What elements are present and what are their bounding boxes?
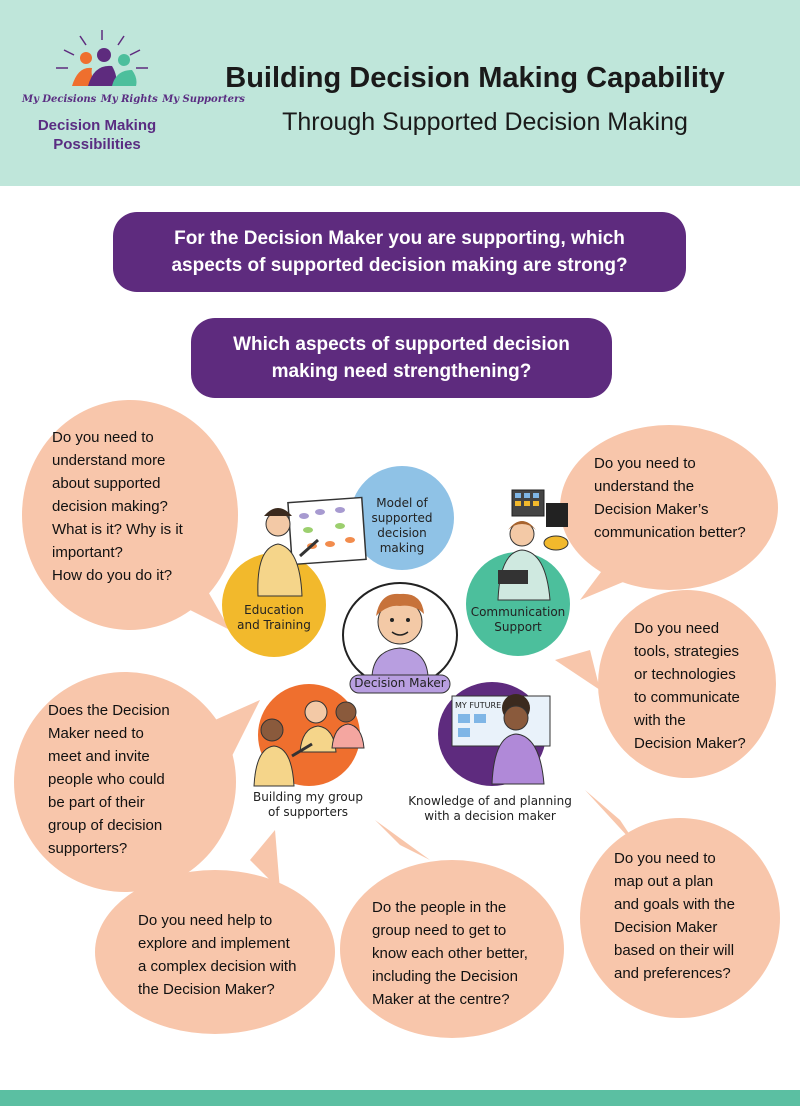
banner-strong-line2: aspects of supported decision making are strong? xyxy=(171,255,628,276)
bubble-line: know each other better, xyxy=(372,945,528,962)
bubble-line: Maker at the centre? xyxy=(372,991,510,1008)
bubble-line: Do you need xyxy=(634,620,720,637)
board-label: MY FUTURE xyxy=(455,701,502,710)
logo-tag-supporters: My Supporters xyxy=(162,94,245,105)
group-supporters-icon xyxy=(254,701,364,786)
logo-name-line2: Possibilities xyxy=(53,136,141,153)
decision-maker-face-icon xyxy=(372,594,428,676)
bubble-line: How do you do it? xyxy=(52,567,173,584)
bubble-line: understand the xyxy=(594,478,695,495)
communication-label-line: Communication xyxy=(470,605,566,619)
bubble-line: supporters? xyxy=(48,840,128,857)
bubble-line: Do you need to xyxy=(52,429,154,446)
bubble-line: understand more xyxy=(52,452,166,469)
model-label-line: making xyxy=(379,541,425,555)
logo-tag-rights: My Rights xyxy=(100,94,158,105)
bubble-line: Maker need to xyxy=(48,725,144,742)
bubble-line: Do you need to xyxy=(614,850,716,867)
model-label-line: supported xyxy=(371,511,433,525)
bubble-line: a complex decision with xyxy=(138,958,297,975)
bubble-line: Does the Decision xyxy=(48,702,170,719)
bubble-line: important? xyxy=(52,544,123,561)
bubble-line: decision making? xyxy=(52,498,168,515)
knowledge-label-line: Knowledge of and planning xyxy=(408,794,572,808)
communication-person-icon xyxy=(498,490,568,600)
bubble-line: What is it? Why is it xyxy=(52,521,183,538)
bubble-line: group need to get to xyxy=(372,922,507,939)
bubble-line: about supported xyxy=(52,475,161,492)
footer-band xyxy=(0,1090,800,1106)
bubble-line: Do you need to xyxy=(594,455,696,472)
bubble-line: to communicate xyxy=(634,689,740,706)
bubble-line: including the Decision xyxy=(372,968,518,985)
bubble-line: and goals with the xyxy=(614,896,735,913)
banner-strong-line1: For the Decision Maker you are supporting, which xyxy=(174,228,625,249)
bubble-line: and preferences? xyxy=(614,965,731,982)
group-label-line: of supporters xyxy=(267,805,349,819)
bubble-line: Decision Maker’s xyxy=(594,501,709,518)
banner-strengthen-line1: Which aspects of supported decision xyxy=(233,334,570,355)
bubble-line: with the xyxy=(634,712,686,729)
education-label-line: and Training xyxy=(237,618,311,632)
bubble-line: tools, strategies xyxy=(634,643,740,660)
bubble-line: group of decision xyxy=(48,817,163,834)
bubble-line: people who could xyxy=(48,771,165,788)
bubble-line: Do you need help to xyxy=(138,912,273,929)
model-label-line: Model of xyxy=(376,496,428,510)
page-title: Building Decision Making Capability xyxy=(225,62,725,94)
model-label-line: decision xyxy=(377,526,427,540)
bubble-line: Do the people in the xyxy=(372,899,507,916)
bubble-line: the Decision Maker? xyxy=(138,981,275,998)
group-label xyxy=(238,790,378,820)
group-label-line: Building my group xyxy=(253,790,363,804)
knowledge-label xyxy=(400,794,580,824)
bubble-line: be part of their xyxy=(48,794,145,811)
bubble-line: or technologies xyxy=(634,666,736,683)
logo-name-line1: Decision Making xyxy=(37,117,157,134)
education-label-line: Education xyxy=(244,603,304,617)
communication-label-line: Support xyxy=(494,620,542,634)
page-subtitle: Through Supported Decision Making xyxy=(282,108,688,136)
knowledge-label-line: with a decision maker xyxy=(424,809,556,823)
bubble-line: explore and implement xyxy=(138,935,290,952)
bubble-line: Decision Maker? xyxy=(634,735,746,752)
logo-tag-decisions: My Decisions xyxy=(22,94,97,105)
bubble-line: map out a plan xyxy=(614,873,714,890)
decision-maker-label: Decision Maker xyxy=(354,676,446,690)
banner-strengthen-line2: making need strengthening? xyxy=(271,361,532,382)
bubble-line: communication better? xyxy=(594,524,746,541)
bubble-line: based on their will xyxy=(614,942,735,959)
bubble-line: meet and invite xyxy=(48,748,150,765)
bubble-line: Decision Maker xyxy=(614,919,718,936)
